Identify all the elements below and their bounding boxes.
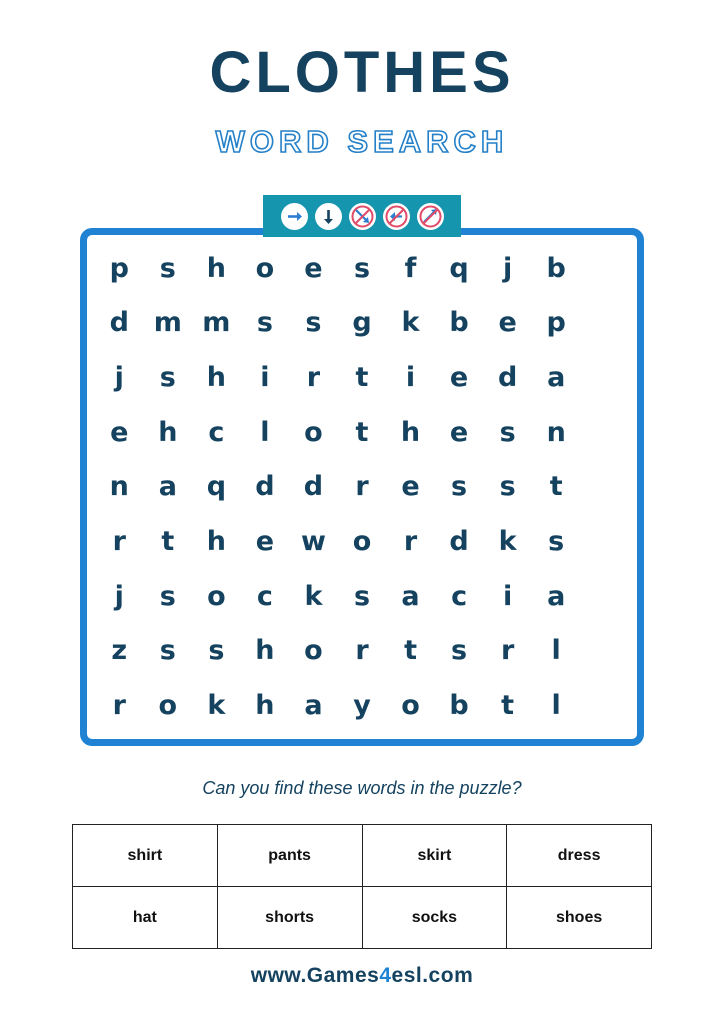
footer-website bbox=[0, 964, 724, 988]
arrow-backward-disabled-icon bbox=[383, 203, 410, 230]
grid-cell[interactable]: h bbox=[255, 635, 275, 667]
grid-cell[interactable]: e bbox=[401, 471, 420, 503]
grid-cell[interactable]: m bbox=[202, 307, 231, 339]
grid-cell[interactable]: s bbox=[208, 635, 225, 667]
grid-cell[interactable]: r bbox=[500, 635, 515, 667]
grid-cell[interactable]: r bbox=[355, 471, 369, 503]
grid-cell[interactable]: i bbox=[503, 580, 513, 612]
grid-cell[interactable]: d bbox=[449, 526, 469, 558]
word-bank-cell: shoes bbox=[507, 887, 652, 949]
grid-cell[interactable]: s bbox=[256, 307, 273, 339]
page-title: CLOTHES bbox=[209, 40, 515, 105]
grid-cell[interactable]: r bbox=[112, 690, 126, 722]
grid-cell[interactable]: g bbox=[352, 307, 372, 339]
grid-cell[interactable]: a bbox=[304, 690, 323, 722]
grid-cell[interactable] bbox=[580, 624, 629, 679]
grid-cell[interactable]: s bbox=[353, 580, 371, 612]
grid-cell[interactable]: n bbox=[546, 416, 566, 448]
word-bank-row bbox=[73, 825, 652, 887]
grid-cell[interactable]: p bbox=[546, 307, 566, 339]
grid-cell[interactable]: k bbox=[401, 307, 420, 339]
grid-cell[interactable]: p bbox=[109, 252, 129, 284]
grid-cell[interactable]: w bbox=[300, 526, 326, 558]
grid-cell[interactable]: j bbox=[114, 362, 124, 394]
grid-cell[interactable]: k bbox=[498, 526, 517, 558]
grid-cell[interactable]: e bbox=[304, 252, 323, 284]
footer-prefix: www.Games bbox=[250, 964, 380, 987]
grid-cell[interactable]: e bbox=[449, 416, 469, 448]
arrow-diagonal-down-right-disabled-icon bbox=[349, 203, 376, 230]
grid-cell[interactable]: s bbox=[305, 307, 322, 339]
grid-cell[interactable]: s bbox=[159, 580, 176, 612]
grid-cell[interactable]: b bbox=[449, 307, 469, 339]
grid-cell[interactable]: k bbox=[304, 580, 323, 612]
grid-cell[interactable]: r bbox=[355, 635, 369, 667]
grid-cell[interactable]: t bbox=[355, 362, 369, 394]
grid-cell[interactable] bbox=[580, 514, 629, 569]
grid-cell[interactable]: o bbox=[207, 580, 226, 612]
word-bank-cell: socks bbox=[362, 887, 507, 949]
grid-cell[interactable]: c bbox=[256, 580, 273, 612]
grid-cell[interactable]: j bbox=[503, 252, 513, 284]
grid-cell[interactable]: k bbox=[207, 690, 226, 722]
grid-cell[interactable]: d bbox=[255, 471, 275, 503]
grid-cell[interactable]: o bbox=[255, 252, 275, 284]
word-bank-cell: dress bbox=[507, 825, 652, 887]
grid-cell[interactable]: s bbox=[159, 252, 176, 284]
arrow-down-icon bbox=[315, 203, 342, 230]
instruction-text: Can you find these words in the puzzle? bbox=[202, 778, 522, 798]
grid-cell[interactable]: s bbox=[353, 252, 371, 284]
grid-cell[interactable]: t bbox=[501, 690, 515, 722]
grid-cell[interactable]: h bbox=[206, 526, 226, 558]
word-bank-table bbox=[72, 824, 652, 949]
grid-cell[interactable]: s bbox=[451, 471, 468, 503]
grid-cell[interactable]: a bbox=[547, 580, 566, 612]
grid-cell[interactable]: r bbox=[403, 526, 418, 558]
grid-cell[interactable]: o bbox=[158, 690, 178, 722]
grid-cell[interactable]: a bbox=[401, 580, 420, 612]
grid-cell[interactable]: b bbox=[546, 252, 566, 284]
grid-cell[interactable]: h bbox=[400, 416, 421, 448]
word-search-grid[interactable] bbox=[80, 228, 644, 746]
grid-cell[interactable]: h bbox=[158, 416, 178, 448]
grid-cell[interactable]: o bbox=[401, 690, 420, 722]
grid-cell[interactable]: c bbox=[451, 580, 468, 612]
grid-cell[interactable]: r bbox=[112, 526, 126, 558]
grid-cell[interactable]: d bbox=[497, 362, 518, 394]
arrow-right-icon bbox=[281, 203, 308, 230]
grid-cell[interactable]: o bbox=[304, 416, 323, 448]
grid-cell[interactable] bbox=[580, 569, 629, 624]
grid-cell[interactable]: f bbox=[404, 252, 417, 284]
grid-cell[interactable]: s bbox=[548, 526, 565, 558]
grid-cell[interactable]: z bbox=[111, 635, 128, 667]
word-bank-row bbox=[73, 887, 652, 949]
grid-cell[interactable]: q bbox=[449, 252, 469, 284]
grid-cell[interactable]: a bbox=[158, 471, 177, 503]
grid-cell[interactable]: e bbox=[110, 416, 129, 448]
grid-cell[interactable]: t bbox=[549, 471, 563, 503]
footer-suffix: esl.com bbox=[391, 964, 474, 987]
page-subtitle: WORD SEARCH bbox=[215, 124, 509, 159]
grid-cell[interactable]: c bbox=[208, 416, 225, 448]
grid-cell[interactable]: s bbox=[159, 635, 176, 667]
grid-cell[interactable]: t bbox=[355, 416, 369, 448]
word-bank-cell: pants bbox=[217, 825, 362, 887]
grid-cell[interactable] bbox=[580, 460, 629, 515]
word-bank-cell: shorts bbox=[217, 887, 362, 949]
grid-cell[interactable] bbox=[580, 405, 629, 460]
arrow-diagonal-up-disabled-icon bbox=[417, 203, 444, 230]
grid-cell[interactable]: l bbox=[551, 690, 561, 722]
grid-cell[interactable]: l bbox=[260, 416, 270, 448]
grid-cell[interactable]: m bbox=[153, 307, 182, 339]
grid-cell[interactable]: h bbox=[206, 362, 226, 394]
grid-cell[interactable]: s bbox=[499, 471, 516, 503]
grid-cell[interactable]: j bbox=[114, 580, 124, 612]
grid-cell[interactable]: r bbox=[306, 362, 321, 394]
grid-cell[interactable] bbox=[580, 350, 629, 405]
grid-cell[interactable]: d bbox=[109, 307, 129, 339]
grid-cell[interactable]: t bbox=[404, 635, 417, 667]
grid-cell[interactable]: s bbox=[159, 362, 176, 394]
grid-cell[interactable]: e bbox=[255, 526, 275, 558]
grid-cell[interactable]: b bbox=[449, 690, 469, 722]
grid-cell[interactable]: o bbox=[352, 526, 372, 558]
grid-cell[interactable]: h bbox=[255, 690, 275, 722]
direction-banner bbox=[263, 195, 461, 237]
grid-cell[interactable] bbox=[580, 241, 629, 296]
grid-cell[interactable]: h bbox=[206, 252, 226, 284]
grid-cell[interactable]: s bbox=[499, 416, 516, 448]
grid-cell[interactable]: o bbox=[304, 635, 323, 667]
grid-cell[interactable]: l bbox=[551, 635, 561, 667]
grid-cell[interactable]: i bbox=[405, 362, 416, 394]
word-bank-cell: shirt bbox=[73, 825, 218, 887]
word-bank-cell: hat bbox=[73, 887, 218, 949]
grid-cell[interactable]: a bbox=[547, 362, 566, 394]
grid-cell[interactable] bbox=[580, 678, 629, 733]
grid-cell[interactable]: e bbox=[449, 362, 469, 394]
grid-cell[interactable]: t bbox=[161, 526, 175, 558]
grid-cell[interactable]: i bbox=[260, 362, 270, 394]
grid-cell[interactable]: e bbox=[498, 307, 517, 339]
grid-cell[interactable]: y bbox=[353, 690, 371, 722]
grid-cell[interactable] bbox=[580, 296, 629, 351]
grid-cell[interactable]: q bbox=[206, 471, 227, 503]
grid-cell[interactable]: s bbox=[451, 635, 468, 667]
grid-cell[interactable]: d bbox=[303, 471, 324, 503]
grid-cell[interactable]: n bbox=[109, 471, 129, 503]
footer-accent: 4 bbox=[379, 964, 392, 987]
word-bank-cell: skirt bbox=[362, 825, 507, 887]
